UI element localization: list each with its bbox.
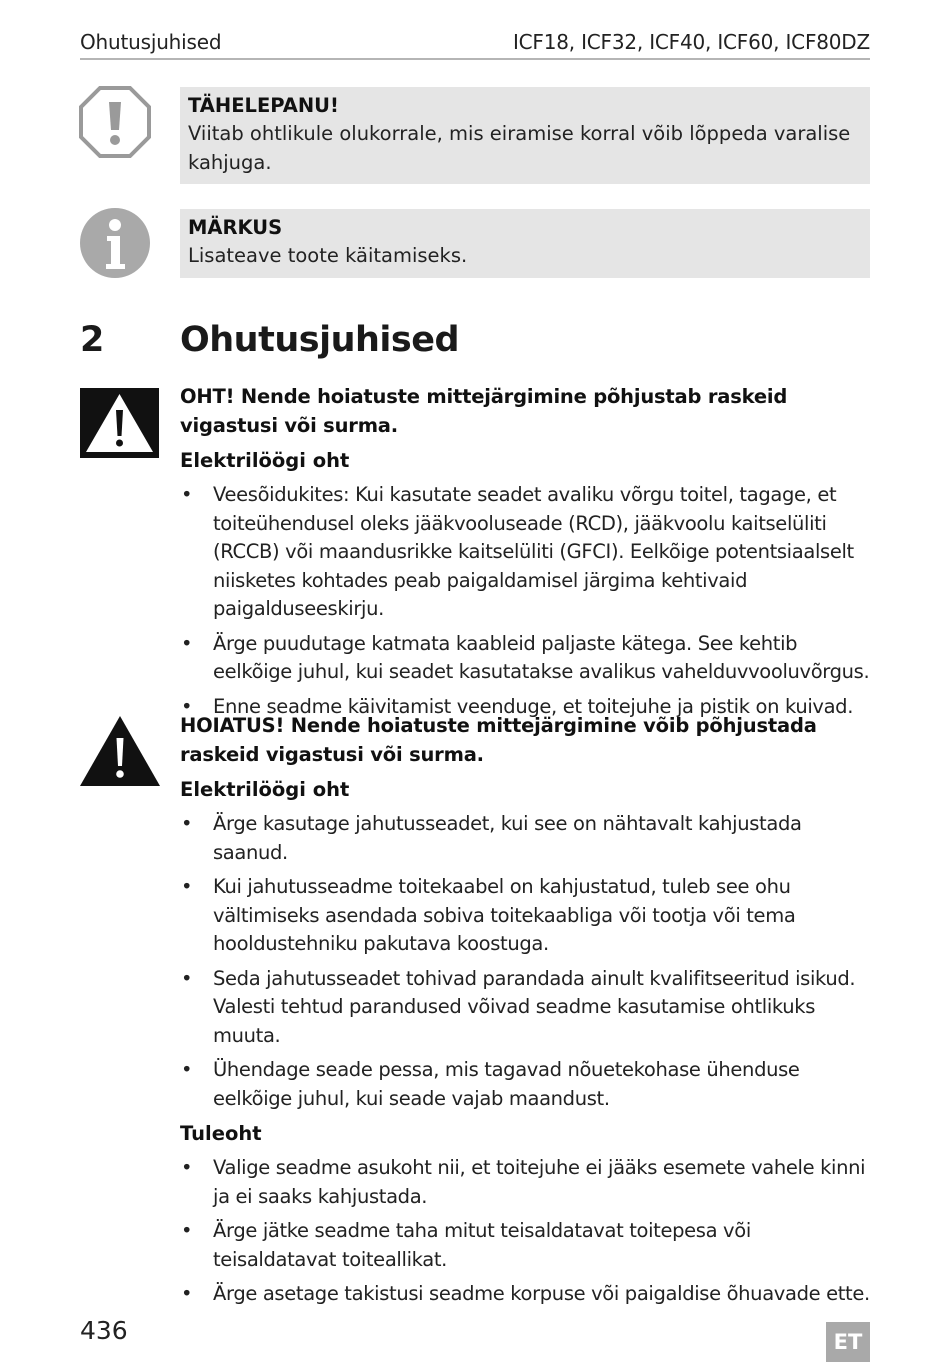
warning-list-electric bbox=[180, 810, 870, 1113]
running-header-models: ICF18, ICF32, ICF40, ICF60, ICF80DZ bbox=[512, 30, 870, 54]
warning-subsection-heading: Elektrilöögi oht bbox=[180, 778, 350, 801]
warning-list-fire bbox=[180, 1154, 870, 1309]
language-tab: ET bbox=[826, 1322, 870, 1362]
notice-box-note bbox=[180, 209, 870, 278]
list-item: • Enne seadme käivitamist veenduge, et toitejuhe ja pistik on kuivad. bbox=[180, 693, 870, 722]
warning-triangle-icon bbox=[80, 716, 160, 786]
bullet-mark: • bbox=[181, 966, 193, 990]
danger-block bbox=[180, 382, 870, 727]
bullet-mark: • bbox=[181, 1156, 193, 1179]
list-item: • Seda jahutusseadet tohivad parandada ainult kvalifitseeritud isikud. Valesti tehtud parandused võivad seadme kasutamise ohtlikuks muuta. bbox=[181, 966, 856, 1047]
list-item: • Ärge jätke seadme taha mitut teisaldatavat toitepesa või teisaldatavat toiteallikat. bbox=[181, 1219, 751, 1271]
danger-subsection-heading: Elektrilöögi oht bbox=[180, 449, 350, 472]
bullet-mark: • bbox=[181, 812, 193, 835]
list-item: • Ärge asetage takistusi seadme korpuse või paigaldise õhuavade ette. bbox=[180, 1280, 870, 1309]
list-item: • Valige seadme asukoht nii, et toitejuhe ei jääks esemete vahele kinni ja ei saaks kahjustada. bbox=[181, 1156, 866, 1208]
fire-subsection-heading: Tuleoht bbox=[180, 1122, 262, 1145]
bullet-mark: • bbox=[181, 1282, 193, 1305]
section-number: 2 bbox=[80, 320, 105, 360]
notice-stop-icon bbox=[79, 86, 151, 158]
notice-box-attention bbox=[180, 87, 870, 184]
notice-text: Lisateave toote käitamiseks. bbox=[188, 244, 468, 267]
list-item: • Kui jahutusseadme toitekaabel on kahjustatud, tuleb see ohu vältimiseks asendada sobiva toitekaabliga või tootja või tema hooldustehniku pakutava koostuga. bbox=[181, 875, 796, 955]
danger-warning-icon bbox=[80, 388, 159, 458]
danger-title: OHT! Nende hoiatuste mittejärgimine põhjustab raskeid vigastusi või surma. bbox=[180, 385, 788, 437]
danger-list bbox=[180, 481, 870, 721]
running-header-title: Ohutusjuhised bbox=[80, 30, 222, 54]
list-item: • Ärge puudutage katmata kaableid paljaste kätega. See kehtib eelkõige juhul, kui seadet kasutatakse avalikus vahelduvvooluvõrgus. bbox=[181, 631, 870, 683]
notice-title: TÄHELEPANU! bbox=[188, 94, 339, 117]
bullet-mark: • bbox=[181, 694, 193, 718]
bullet-mark: • bbox=[181, 631, 193, 655]
list-item: • Ühendage seade pessa, mis tagavad nõuetekohase ühenduse eelkõige juhul, kui seade vajab maandust. bbox=[181, 1058, 800, 1110]
notice-title: MÄRKUS bbox=[188, 216, 283, 239]
info-icon bbox=[80, 208, 150, 278]
bullet-mark: • bbox=[181, 875, 193, 898]
bullet-mark: • bbox=[181, 483, 193, 506]
bullet-mark: • bbox=[181, 1219, 193, 1242]
notice-text: Viitab ohtlikule olukorrale, mis eiramise korral võib lõppeda varalise kahjuga. bbox=[188, 122, 851, 174]
page-number: 436 bbox=[80, 1316, 128, 1345]
header-divider bbox=[80, 58, 870, 60]
warning-title: HOIATUS! Nende hoiatuste mittejärgimine võib põhjustada raskeid vigastusi või surma. bbox=[180, 714, 817, 766]
list-item: • Ärge kasutage jahutusseadet, kui see on nähtavalt kahjustada saanud. bbox=[181, 812, 802, 864]
bullet-mark: • bbox=[181, 1058, 193, 1081]
list-item: • Veesõidukites: Kui kasutate seadet avaliku võrgu toitel, tagage, et toiteühendusel oleks jääkvooluseade (RCD), jääkvoolu kaitselüliti (RCCB) või maandusrikke kaitselüliti (GFCI). Eelkõige potentsiaalselt niisketes kohtades peab paigaldamisel järgima kehtivaid paigalduseeskirju. bbox=[181, 483, 854, 620]
section-title: Ohutusjuhised bbox=[180, 320, 460, 360]
warning-block bbox=[180, 711, 870, 1315]
